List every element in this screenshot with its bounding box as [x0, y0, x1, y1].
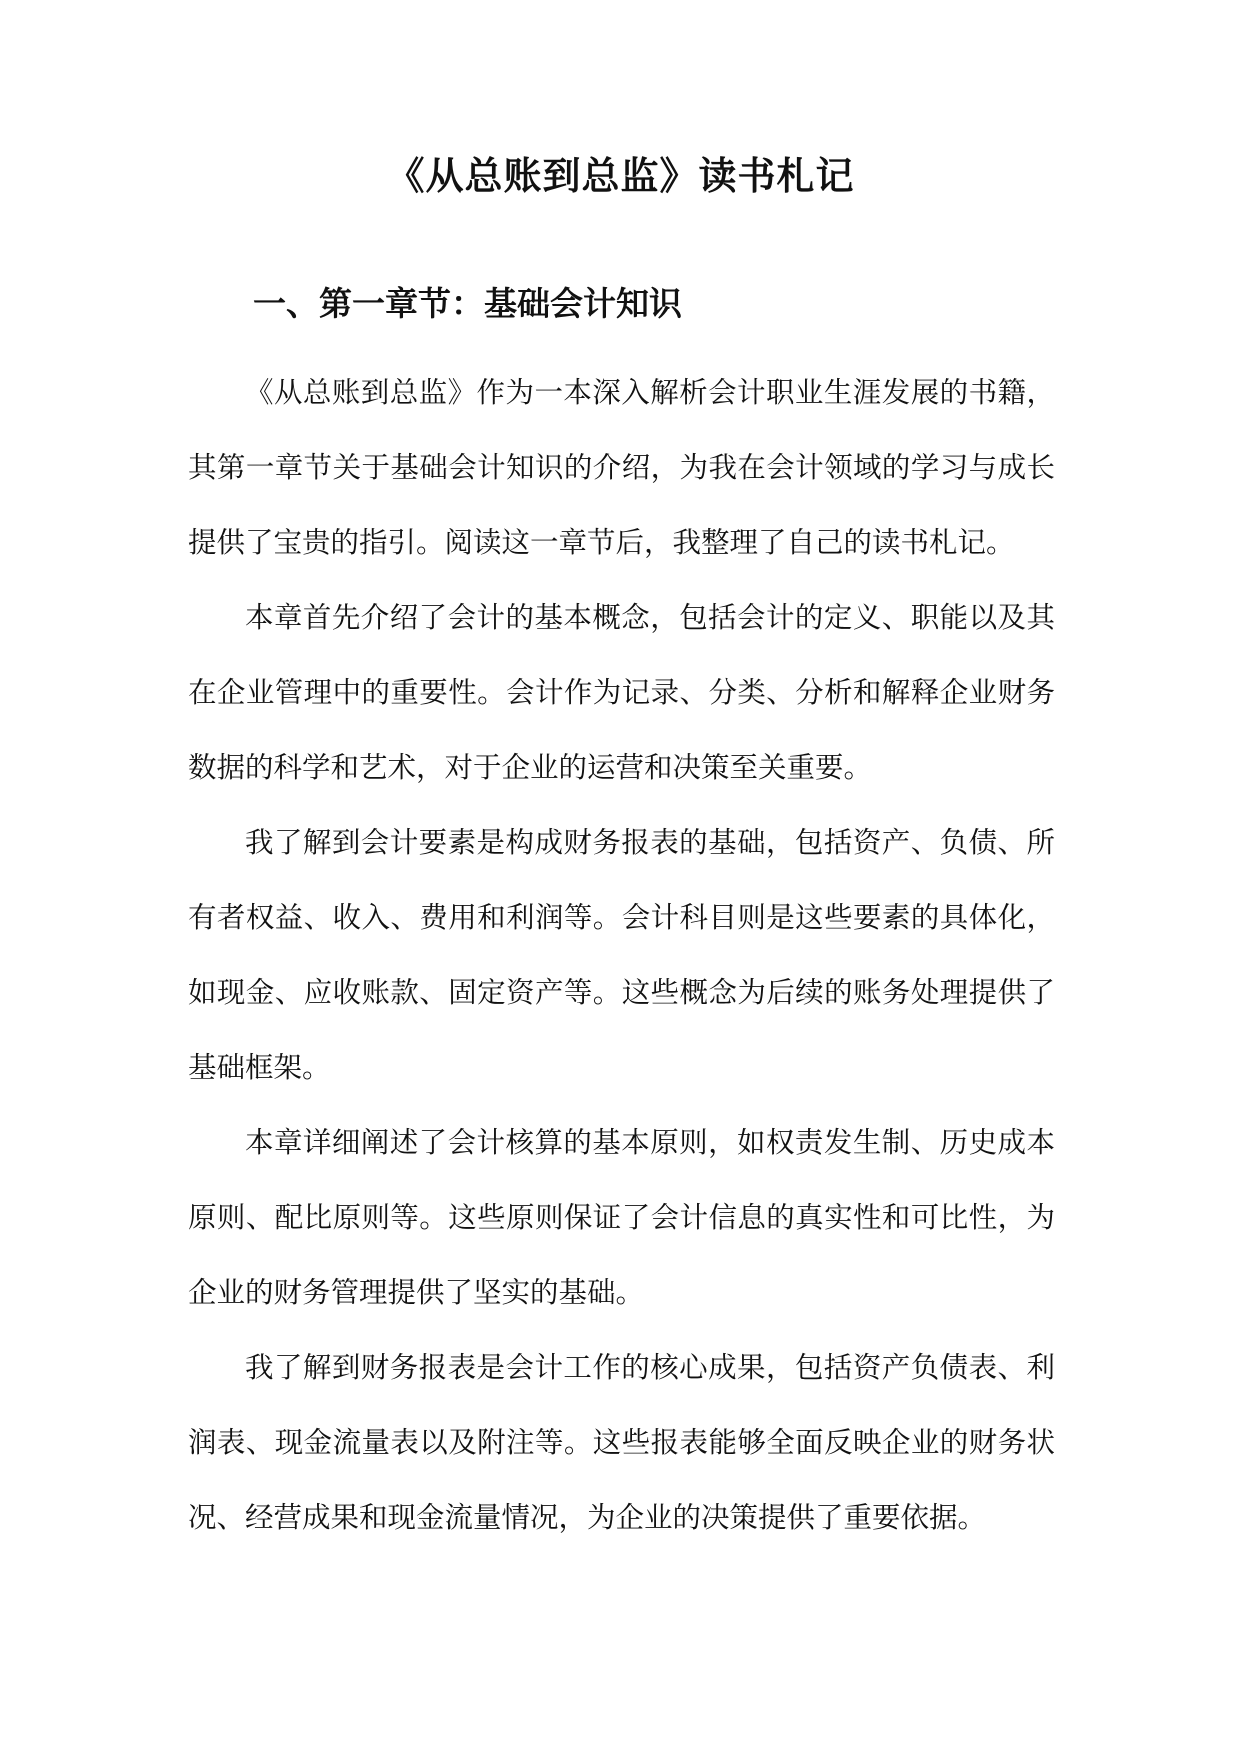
section-heading: 一、第一章节：基础会计知识 — [253, 284, 682, 323]
document-body — [188, 355, 1055, 1555]
document-title: 《从总账到总监》读书札记 — [386, 153, 855, 198]
paragraph: 《从总账到总监》作为一本深入解析会计职业生涯发展的书籍，其第一章节关于基础会计知识的介绍，为我在会计领域的学习与成长提供了宝贵的指引。阅读这一章节后，我整理了自己的读书札记。 — [188, 376, 1055, 559]
paragraph: 我了解到财务报表是会计工作的核心成果，包括资产负债表、利润表、现金流量表以及附注等。这些报表能够全面反映企业的财务状况、经营成果和现金流量情况，为企业的决策提供了重要依据。 — [188, 1351, 1055, 1534]
paragraph: 本章详细阐述了会计核算的基本原则，如权责发生制、历史成本原则、配比原则等。这些原则保证了会计信息的真实性和可比性，为企业的财务管理提供了坚实的基础。 — [188, 1126, 1055, 1309]
paragraph: 本章首先介绍了会计的基本概念，包括会计的定义、职能以及其在企业管理中的重要性。会计作为记录、分类、分析和解释企业财务数据的科学和艺术，对于企业的运营和决策至关重要。 — [188, 601, 1055, 784]
paragraph: 我了解到会计要素是构成财务报表的基础，包括资产、负债、所有者权益、收入、费用和利润等。会计科目则是这些要素的具体化，如现金、应收账款、固定资产等。这些概念为后续的账务处理提供了基础框架。 — [188, 826, 1055, 1084]
